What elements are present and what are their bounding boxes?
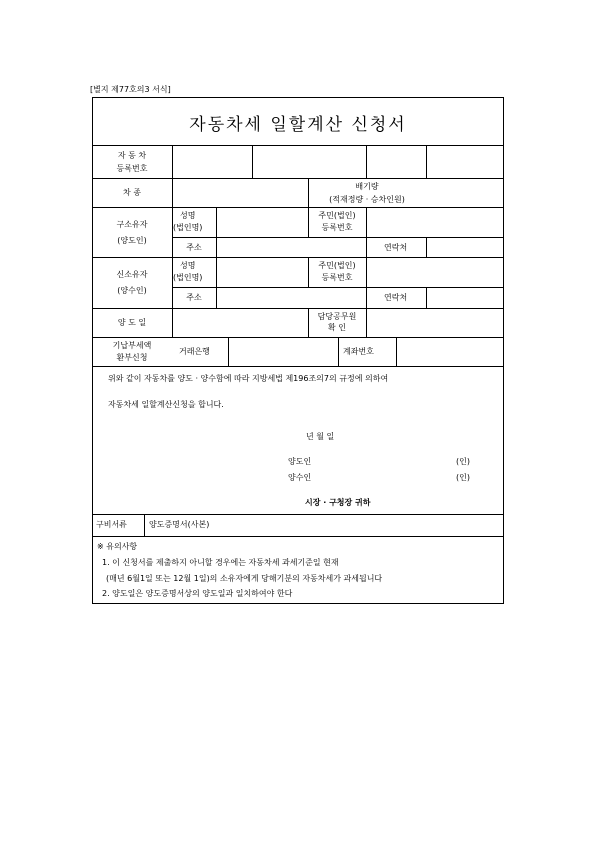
car-reg-field-1[interactable] (173, 146, 251, 177)
name-label: (법인명) (173, 223, 203, 232)
seal-mark: (인) (456, 457, 470, 466)
address-label: 주소 (186, 293, 202, 302)
date-line: 년 월 일 (306, 432, 335, 441)
contact-label: 연락처 (384, 293, 408, 302)
refund-label: 환부신청 (116, 353, 148, 362)
old-owner-id-field[interactable] (367, 208, 503, 236)
car-type-label: 차 종 (123, 188, 141, 197)
old-owner-label: (양도인) (117, 236, 147, 245)
displacement-label: (적재정량 · 승차인원) (329, 195, 405, 204)
transfer-date-field[interactable] (173, 309, 307, 336)
notes-header: ※ 유의사항 (97, 542, 138, 551)
page-title: 자동차세 일할계산 신청서 (189, 115, 407, 135)
car-reg-label: 등록번호 (116, 164, 148, 173)
account-field[interactable] (397, 338, 503, 365)
new-owner-contact-field[interactable] (427, 288, 503, 307)
officer-label: 담당공무원 (317, 312, 357, 321)
officer-label: 확 인 (328, 323, 346, 332)
car-type-field[interactable] (173, 179, 307, 206)
car-reg-field-4[interactable] (427, 146, 503, 177)
bank-field[interactable] (229, 338, 337, 365)
note-item: (매년 6월1일 또는 12월 1일)의 소유자에게 당해기분의 자동차세가 과세됩니다 (106, 574, 383, 583)
note-item: 1. 이 신청서를 제출하지 아니할 경우에는 자동차세 과세기준일 현재 (102, 558, 339, 567)
divider (144, 514, 145, 536)
declaration-line: 자동차세 일할계산신청을 합니다. (108, 400, 224, 409)
new-owner-name-field[interactable] (217, 258, 307, 286)
divider (366, 237, 367, 257)
name-label: 성명 (180, 211, 196, 220)
new-owner-address-field[interactable] (217, 288, 365, 307)
seal-mark: (인) (456, 473, 470, 482)
note-item: 2. 양도일은 양도증명서상의 양도일과 일치하여야 한다 (102, 589, 293, 598)
new-owner-label: 신소유자 (116, 270, 148, 279)
old-owner-name-field[interactable] (217, 208, 307, 236)
refund-label: 기납부세액 (112, 341, 152, 350)
divider (338, 337, 339, 366)
resident-label: 등록번호 (321, 273, 353, 282)
old-owner-address-field[interactable] (217, 238, 365, 256)
car-reg-field-3[interactable] (367, 146, 425, 177)
transferee-label: 양수인 (288, 473, 312, 482)
account-label: 계좌번호 (343, 347, 374, 356)
officer-confirm-field[interactable] (367, 309, 503, 336)
declaration-line: 위와 같이 자동차를 양도 · 양수함에 따라 지방세법 제196조의7의 규정에 의하여 (108, 374, 389, 383)
name-label: (법인명) (173, 273, 203, 282)
transfer-date-label: 양 도 일 (117, 318, 147, 327)
contact-label: 연락처 (384, 243, 408, 252)
docs-value: 양도증명서(사본) (149, 520, 210, 529)
divider (92, 514, 504, 515)
displacement-label: 배기량 (355, 182, 379, 191)
car-reg-label: 자 동 차 (117, 151, 147, 160)
old-owner-contact-field[interactable] (427, 238, 503, 256)
car-reg-field-2[interactable] (253, 146, 365, 177)
resident-label: 주민(법인) (318, 211, 356, 220)
addressee: 시장 · 구청장 귀하 (305, 498, 371, 507)
name-label: 성명 (180, 261, 196, 270)
divider (92, 536, 504, 537)
transferor-label: 양도인 (288, 457, 312, 466)
resident-label: 등록번호 (321, 223, 353, 232)
divider (92, 366, 504, 367)
address-label: 주소 (186, 243, 202, 252)
form-reference: [별지 제77호의3 서식] (90, 85, 171, 94)
old-owner-label: 구소유자 (116, 220, 148, 229)
new-owner-id-field[interactable] (367, 258, 503, 286)
bank-label: 거래은행 (179, 347, 210, 356)
new-owner-label: (양수인) (117, 286, 147, 295)
divider (366, 287, 367, 308)
resident-label: 주민(법인) (318, 261, 356, 270)
docs-label: 구비서류 (96, 520, 127, 529)
